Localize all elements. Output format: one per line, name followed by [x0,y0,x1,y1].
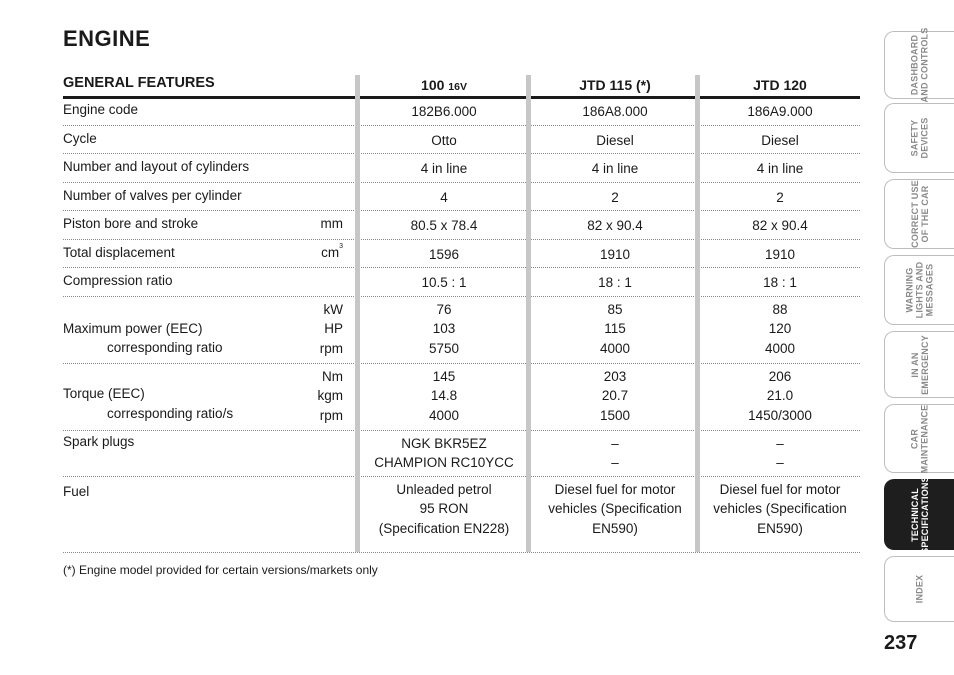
engine-specs-table [63,75,860,553]
row-value: 10.5 : 1 [421,275,467,290]
page-number: 237 [884,632,918,654]
table-row-spark [63,431,860,477]
row-label: Cycle [63,130,97,146]
row-value: 85 [607,301,623,317]
row-value: 120 [768,321,792,336]
sidebar-tab-text [914,575,924,604]
row-unit: rpm [319,340,343,356]
row-value: 76 [436,301,452,317]
row-label: Number and layout of cylinders [63,159,250,174]
row-value: 145 [432,368,456,384]
row-value: 186A9.000 [747,104,813,119]
sidebar-tab-index[interactable] [884,556,954,622]
row-value: 2 [776,189,784,205]
sidebar-tab-line: LIGHTS AND [914,261,925,319]
row-value: 182B6.000 [411,104,477,119]
row-value: – [776,435,784,451]
row-value: 1450/3000 [748,407,812,423]
row-value: – [611,435,619,451]
row-value: 18 : 1 [598,275,632,290]
row-value: 103 [432,321,456,336]
row-unit: kgm [317,388,343,403]
row-value: 4000 [428,407,460,423]
row-label: Spark plugs [63,433,135,449]
sidebar-tab-line: CAR [909,428,920,449]
sidebar-tab-line: SPECIFICATIONS [919,475,930,554]
row-unit: Nm [322,368,343,384]
row-value: NGK BKR5EZ [401,435,487,451]
sidebar-tab-line: MESSAGES [924,263,935,317]
footnote: (*) Engine model provided for certain versions/markets only [63,563,378,577]
sidebar-tab-line: AND CONTROLS [919,27,930,103]
row-label: Number of valves per cylinder [63,187,242,203]
row-unit [263,216,343,231]
sidebar-tab-line: DEVICES [919,117,930,159]
table-row [63,211,860,240]
sidebar-tab-line: SAFETY [909,119,920,157]
row-value: 4 in line [756,161,804,176]
row-value: 82 x 90.4 [752,218,808,233]
sidebar-tab-technical-specifications[interactable] [884,475,954,554]
sidebar-tab-in-an-emergency[interactable] [884,331,954,398]
row-value: – [776,455,784,470]
row-value: EN590) [592,520,638,536]
row-value: 21.0 [766,388,794,403]
row-value: 4 [440,189,448,205]
table-row [63,126,860,155]
row-unit-text: mm [320,216,343,231]
row-value: 1500 [599,407,631,423]
row-value: Diesel [761,132,799,148]
row-value: 95 RON [419,501,469,516]
sidebar-tab-text [910,476,930,554]
row-value: Diesel [596,132,634,148]
row-value: 4 in line [591,161,639,176]
row-value: 4 in line [420,161,468,176]
header-col-100-main: 100 [421,77,449,93]
table-row [63,154,860,183]
row-value: Otto [431,132,457,148]
header-col-jtd120: JTD 120 [753,77,807,93]
row-value: 18 : 1 [763,275,797,290]
row-unit-text: cm [321,244,340,260]
table-row [63,268,860,297]
table-header [63,75,860,97]
sidebar-tab-correct-use-of-the-car[interactable] [884,179,954,249]
row-value: 88 [772,301,788,317]
row-unit: kW [323,301,343,317]
sidebar-tab-line: IN AN [909,351,920,378]
table-row-power [63,297,860,364]
row-value: 115 [604,321,626,336]
sidebar-tab-car-maintenance[interactable] [884,404,954,473]
sidebar-tab-safety-devices[interactable] [884,103,954,173]
row-label: Compression ratio [63,273,173,288]
row-value: 1910 [764,246,796,262]
row-value: 82 x 90.4 [587,218,643,233]
row-value: 1910 [599,246,631,262]
row-unit: HP [324,321,343,336]
table-row-fuel [63,477,860,553]
row-unit: rpm [319,407,343,423]
row-value: CHAMPION RC10YCC [374,455,514,470]
sidebar-tab-line: WARNING [904,267,915,313]
sidebar-tab-text [909,404,929,473]
table-body [63,97,860,553]
row-value: EN590) [757,520,803,536]
row-value: vehicles (Specification [548,501,682,516]
column-separator [355,75,360,552]
sidebar-tab-dashboard-and-controls[interactable] [884,27,954,103]
table-row [63,97,860,126]
row-value: 2 [611,189,619,205]
row-sublabel: corresponding ratio/s [107,405,234,421]
sidebar-tab-line: INDEX [914,574,925,604]
row-label: Piston bore and stroke [63,216,199,231]
sidebar-tab-line: OF THE CAR [919,185,930,243]
sidebar-tab-line: MAINTENANCE [919,404,930,473]
row-unit [263,242,343,260]
sidebar-tab-line: EMERGENCY [919,334,930,395]
header-general-features: GENERAL FEATURES [63,75,215,91]
row-value: vehicles (Specification [713,501,847,516]
header-col-100-16v [360,77,528,93]
row-value: Unleaded petrol [396,481,492,497]
row-value: 186A8.000 [582,104,648,119]
header-col-100-small: 16V [448,81,467,93]
row-value: Diesel fuel for motor [719,481,841,497]
table-row [63,183,860,212]
sidebar-tab-text [910,335,930,395]
row-label: Fuel [63,483,90,499]
row-label: Total displacement [63,244,175,260]
sidebar-tab-text [909,118,929,159]
sidebar-tab-line: TECHNICAL [909,487,920,542]
row-value: 5750 [428,340,460,356]
sidebar-tab-line: CORRECT USE [909,180,920,248]
column-separator [695,75,700,552]
page-title: ENGINE [63,26,151,51]
sidebar-tab-text [904,262,934,319]
row-value: 1596 [428,246,460,262]
row-unit-superscript: 3 [339,242,343,250]
row-value: (Specification EN228) [378,520,510,536]
row-value: – [611,455,619,470]
sidebar-tab-line: DASHBOARD [909,34,920,96]
row-value: 4000 [599,340,631,356]
row-value: 20.7 [601,388,629,403]
sidebar-tab-warning-lights-and[interactable] [884,255,954,325]
column-separator [526,75,531,552]
row-value: 203 [603,368,627,384]
header-col-jtd115: JTD 115 (*) [579,77,651,93]
row-label: Torque (EEC) [63,385,145,401]
table-row [63,240,860,269]
sidebar-tab-text [910,180,930,248]
sidebar-tab-text [910,28,930,103]
row-label: Engine code [63,102,139,117]
row-label: Maximum power (EEC) [63,320,203,336]
row-value: 4000 [764,340,796,356]
table-row-torque [63,364,860,431]
row-value: 80.5 x 78.4 [410,218,478,233]
row-value: Diesel fuel for motor [554,481,676,497]
row-value: 206 [768,368,792,384]
row-sublabel: corresponding ratio [107,339,223,355]
row-value: 14.8 [430,388,458,403]
